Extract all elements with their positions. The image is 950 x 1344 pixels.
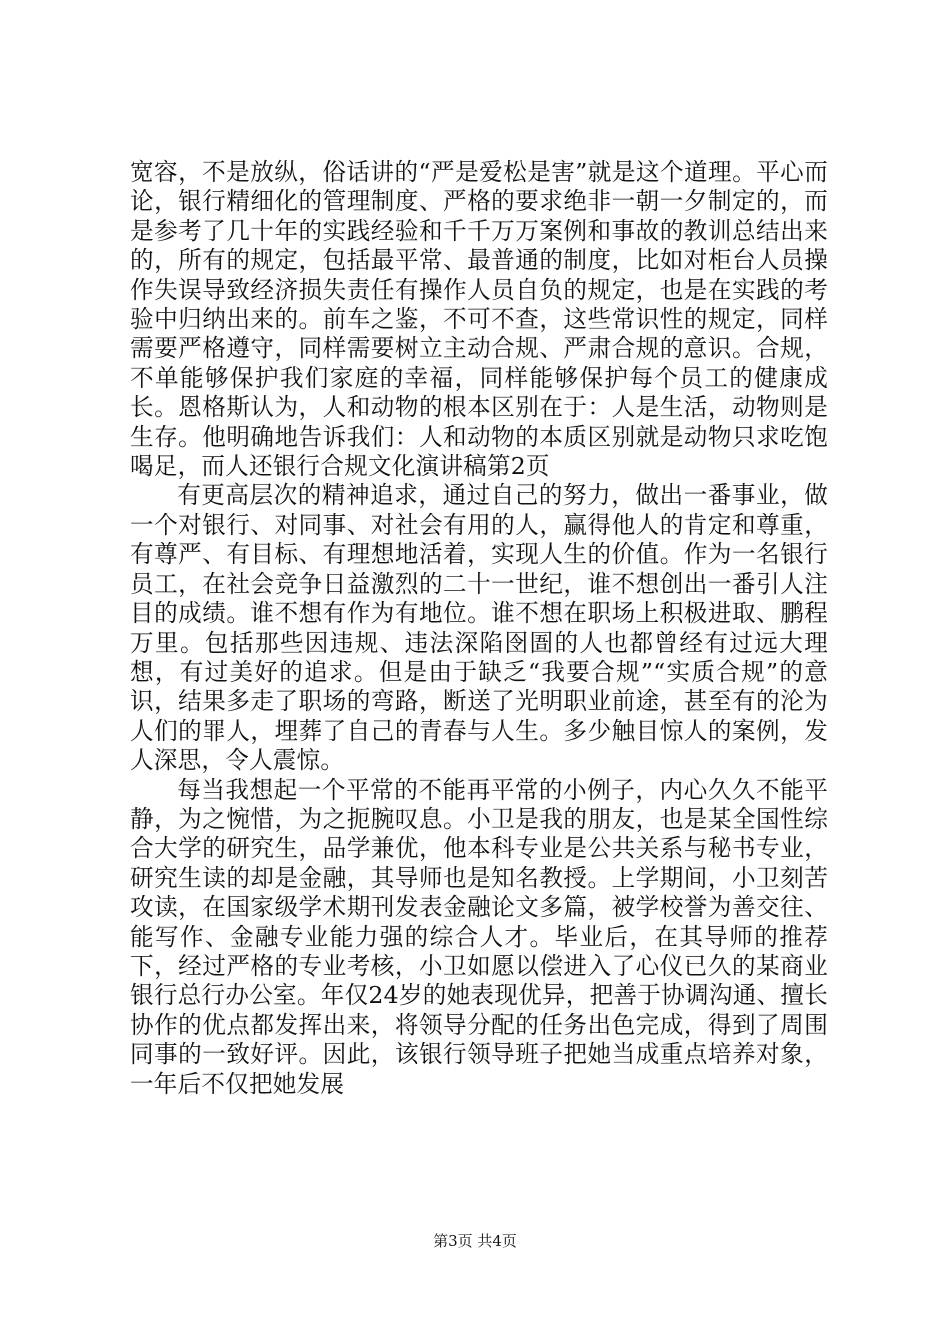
paragraph-2: 有更高层次的精神追求，通过自己的努力，做出一番事业，做一个对银行、对同事、对社会有用的人，赢得他人的肯定和尊重，有尊严、有目标、有理想地活着，实现人生的价值。作为一名银行员工，在社会竞争日益激烈的二十一世纪，谁不想创出一番引人注目的成绩。谁不想有作为有地位。谁不想在职场上积极进取、鹏程万里。包括那些因违规、违法深陷囹圄的人也都曾经有过远大理想，有过美好的追求。但是由于缺乏“我要合规”“实质合规”的意识，结果多走了职场的弯路，断送了光明职业前途，甚至有的沦为人们的罪人，埋葬了自己的青春与人生。多少触目惊人的案例，发人深思，令人震惊。 [130,481,828,775]
paragraph-1: 宽容，不是放纵，俗话讲的“严是爱松是害”就是这个道理。平心而论，银行精细化的管理制度、严格的要求绝非一朝一夕制定的，而是参考了几十年的实践经验和千千万万案例和事故的教训总结出来的，所有的规定，包括最平常、最普通的制度，比如对柜台人员操作失误导致经济损失责任有操作人员自负的规定，也是在实践的考验中归纳出来的。前车之鉴，不可不查，这些常识性的规定，同样需要严格遵守，同样需要树立主动合规、严肃合规的意识。合规，不单能够保护我们家庭的幸福，同样能够保护每个员工的健康成长。恩格斯认为，人和动物的根本区别在于：人是生活，动物则是生存。他明确地告诉我们：人和动物的本质区别就是动物只求吃饱喝足，而人还银行合规文化演讲稿第2页 [130,158,828,481]
document-body [130,158,828,1099]
paragraph-3: 每当我想起一个平常的不能再平常的小例子，内心久久不能平静，为之惋惜，为之扼腕叹息。小卫是我的朋友，也是某全国性综合大学的研究生，品学兼优，他本科专业是公共关系与秘书专业，研究生读的却是金融，其导师也是知名教授。上学期间，小卫刻苦攻读，在国家级学术期刊发表金融论文多篇，被学校誉为善交往、能写作、金融专业能力强的综合人才。毕业后，在其导师的推荐下，经过严格的专业考核，小卫如愿以偿进入了心仪已久的某商业银行总行办公室。年仅24岁的她表现优异，把善于协调沟通、擅长协作的优点都发挥出来，将领导分配的任务出色完成，得到了周围同事的一致好评。因此，该银行领导班子把她当成重点培养对象，一年后不仅把她发展 [130,775,828,1098]
page-footer: 第3页 共4页 [433,1232,517,1250]
